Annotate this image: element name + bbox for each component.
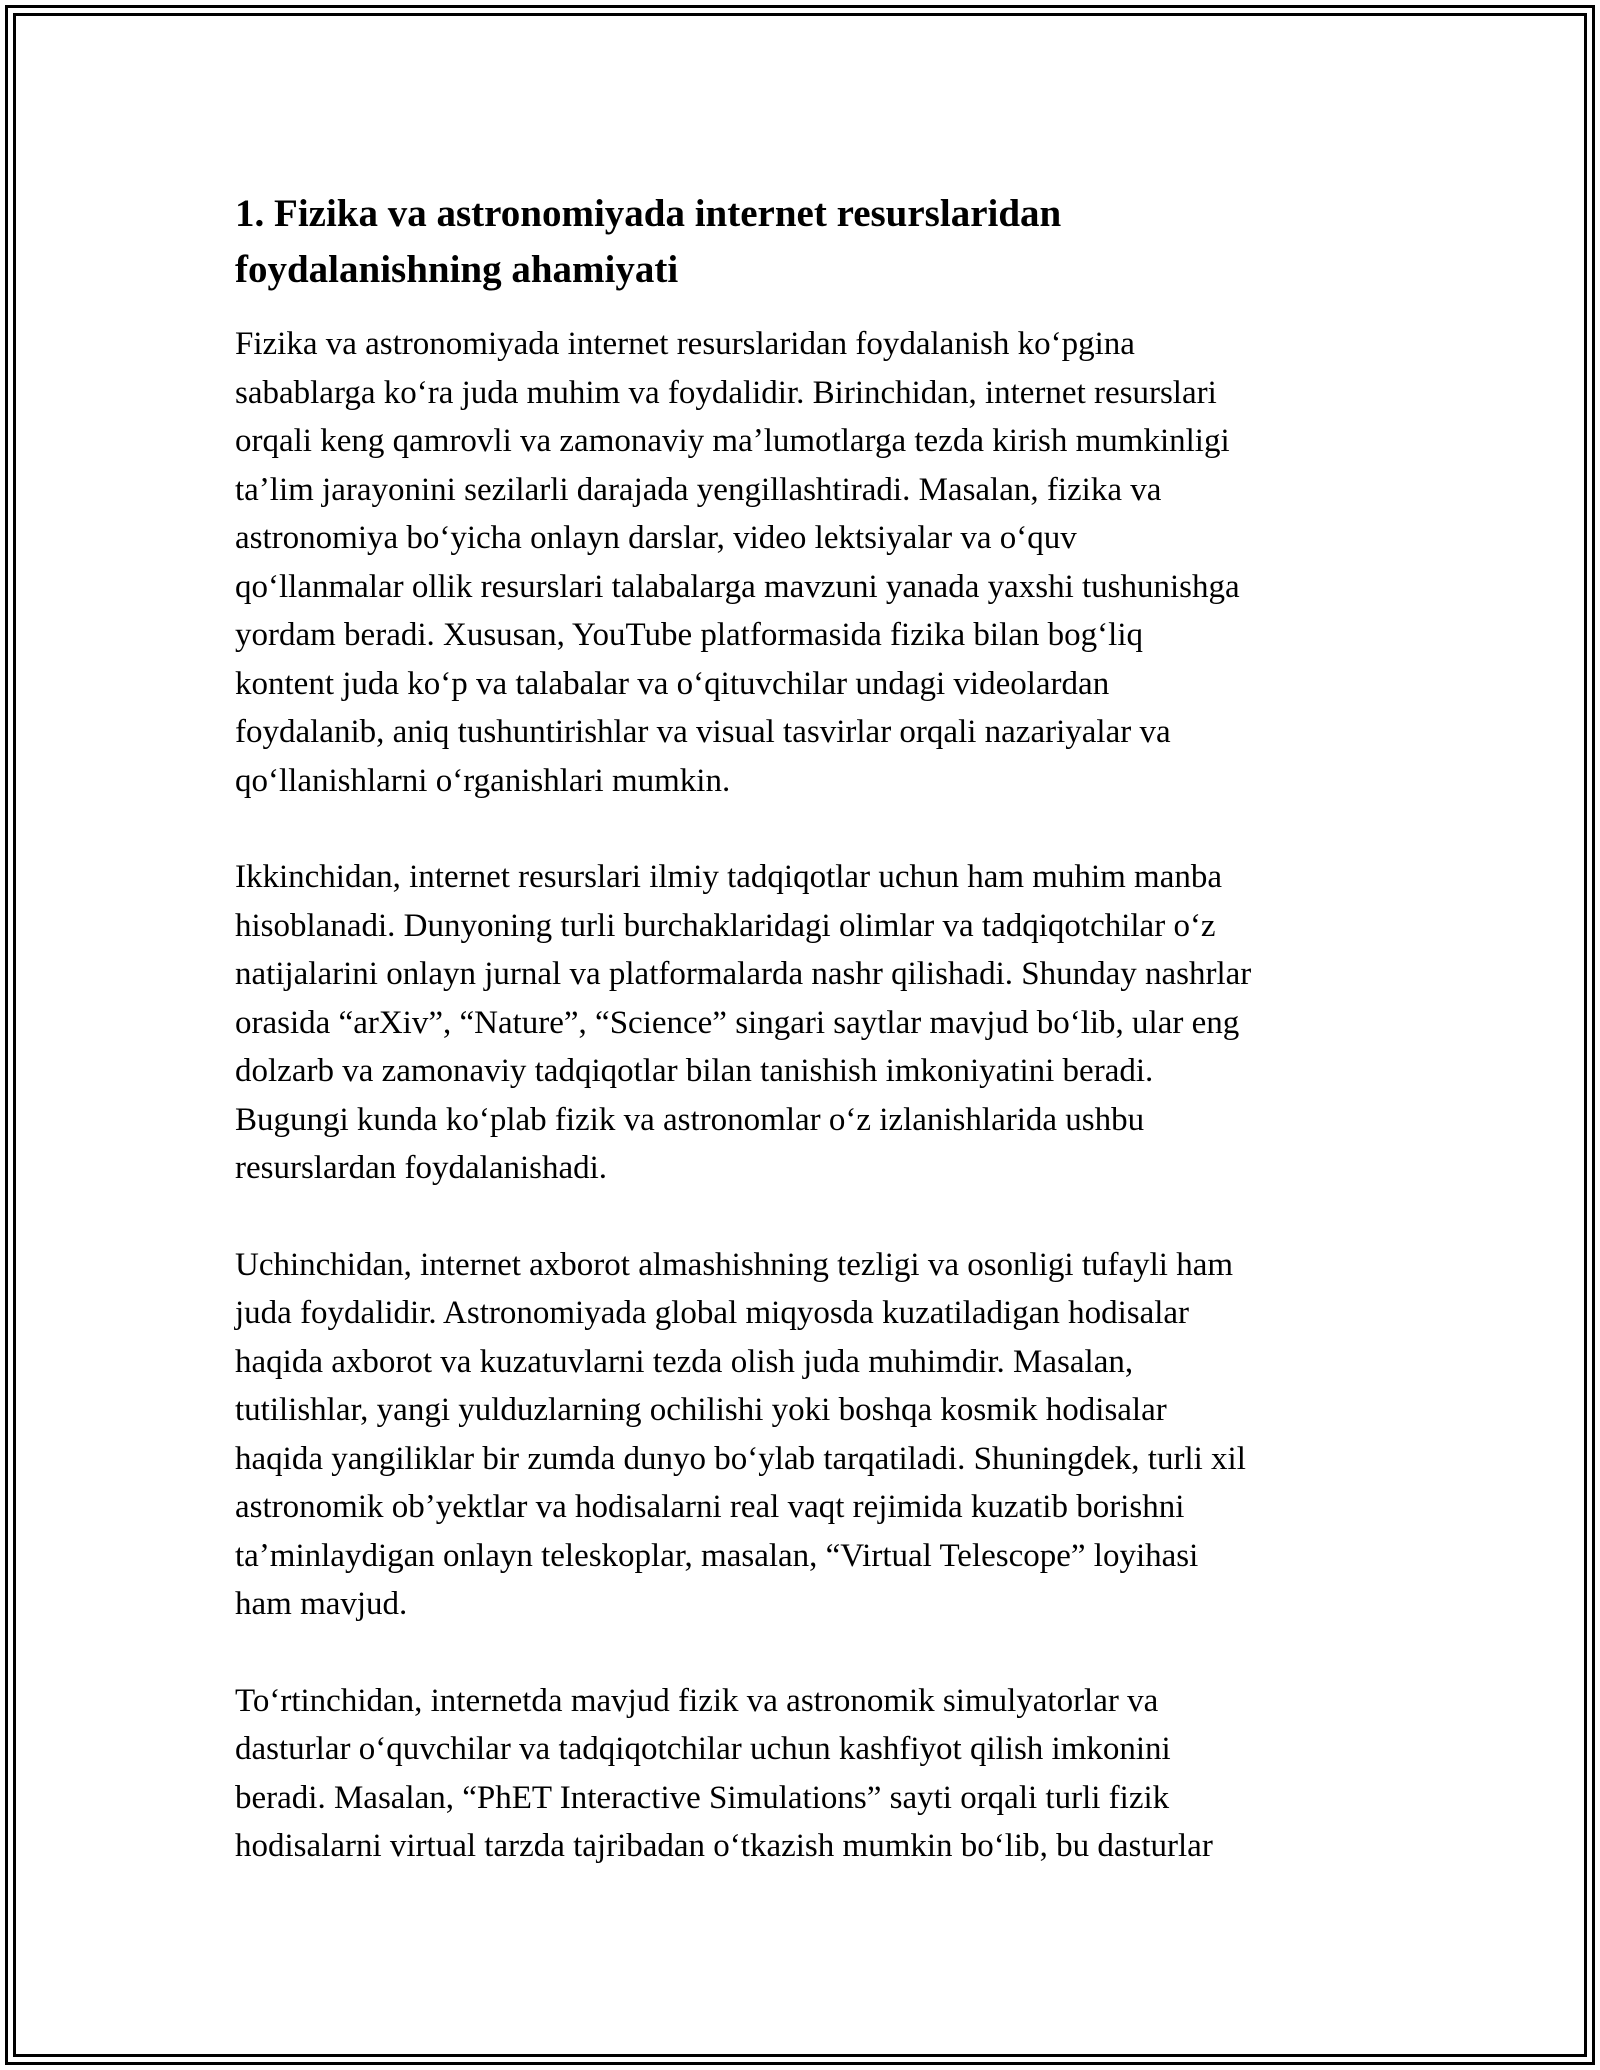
text-line: foydalanib, aniq tushuntirishlar va visual tasvirlar orqali nazariyalar va	[235, 714, 1171, 750]
text-line: haqida axborot va kuzatuvlarni tezda olish juda muhimdir. Masalan,	[235, 1343, 1134, 1380]
text-line: orasida “arXiv”, “Nature”, “Science” singari saytlar mavjud boʻlib, ular eng	[235, 1004, 1240, 1041]
document-body	[235, 186, 1395, 1919]
text-line: hodisalarni virtual tarzda tajribadan oʻtkazish mumkin boʻlib, bu dasturlar	[235, 1828, 1213, 1864]
text-line: haqida yangiliklar bir zumda dunyo boʻylab tarqatiladi. Shuningdek, turli xil	[235, 1440, 1246, 1477]
paragraph-2	[235, 853, 1395, 1193]
text-line: qoʻllanishlarni oʻrganishlari mumkin.	[235, 762, 731, 799]
heading-line: foydalanishning ahamiyati	[235, 248, 679, 291]
text-line: Uchinchidan, internet axborot almashishning tezligi va osonligi tufayli ham	[235, 1246, 1234, 1283]
text-line: orqali keng qamrovli va zamonaviy maʼlumotlarga tezda kirish mumkinligi	[235, 423, 1230, 459]
text-line: ham mavjud.	[235, 1586, 408, 1622]
paragraph-1	[235, 320, 1395, 805]
text-line: astronomiya boʻyicha onlayn darslar, video lektsiyalar va oʻquv	[235, 520, 1077, 556]
text-line: resurslardan foydalanishadi.	[235, 1150, 608, 1186]
text-line: Ikkinchidan, internet resurslari ilmiy tadqiqotlar uchun ham muhim manba	[235, 859, 1223, 895]
text-line: qoʻllanmalar ollik resurslari talabalarga mavzuni yanada yaxshi tushunishga	[235, 568, 1240, 605]
text-line: natijalarini onlayn jurnal va platformalarda nashr qilishadi. Shunday nashrlar	[235, 956, 1252, 992]
text-line: juda foydalidir. Astronomiyada global miqyosda kuzatiladigan hodisalar	[235, 1295, 1190, 1331]
text-line: dasturlar oʻquvchilar va tadqiqotchilar uchun kashfiyot qilish imkonini	[235, 1731, 1171, 1767]
text-line: beradi. Masalan, “PhET Interactive Simulations” sayti orqali turli fizik	[235, 1779, 1170, 1816]
paragraph-3	[235, 1241, 1395, 1629]
text-line: taʼlim jarayonini sezilarli darajada yengillashtiradi. Masalan, fizika va	[235, 471, 1162, 508]
text-line: taʼminlaydigan onlayn teleskoplar, masalan, “Virtual Telescope” loyihasi	[235, 1537, 1199, 1574]
text-line: yordam beradi. Xususan, YouTube platformasida fizika bilan bogʻliq	[235, 617, 1143, 653]
text-line: astronomik obʼyektlar va hodisalarni real vaqt rejimida kuzatib borishni	[235, 1489, 1185, 1525]
section-heading	[235, 186, 1395, 298]
text-line: tutilishlar, yangi yulduzlarning ochilishi yoki boshqa kosmik hodisalar	[235, 1392, 1167, 1428]
paragraph-4	[235, 1677, 1395, 1871]
text-line: Bugungi kunda koʻplab fizik va astronomlar oʻz izlanishlarida ushbu	[235, 1101, 1145, 1138]
text-line: Toʻrtinchidan, internetda mavjud fizik va astronomik simulyatorlar va	[235, 1682, 1159, 1719]
heading-line: 1. Fizika va astronomiyada internet resurslaridan	[235, 192, 1062, 235]
text-line: kontent juda koʻp va talabalar va oʻqituvchilar undagi videolardan	[235, 665, 1110, 702]
text-line: dolzarb va zamonaviy tadqiqotlar bilan tanishish imkoniyatini beradi.	[235, 1053, 1154, 1089]
text-line: Fizika va astronomiyada internet resurslaridan foydalanish koʻpgina	[235, 326, 1135, 362]
text-line: hisoblanadi. Dunyoning turli burchaklaridagi olimlar va tadqiqotchilar oʻz	[235, 907, 1216, 944]
text-line: sabablarga koʻra juda muhim va foydalidir. Birinchidan, internet resurslari	[235, 374, 1217, 411]
